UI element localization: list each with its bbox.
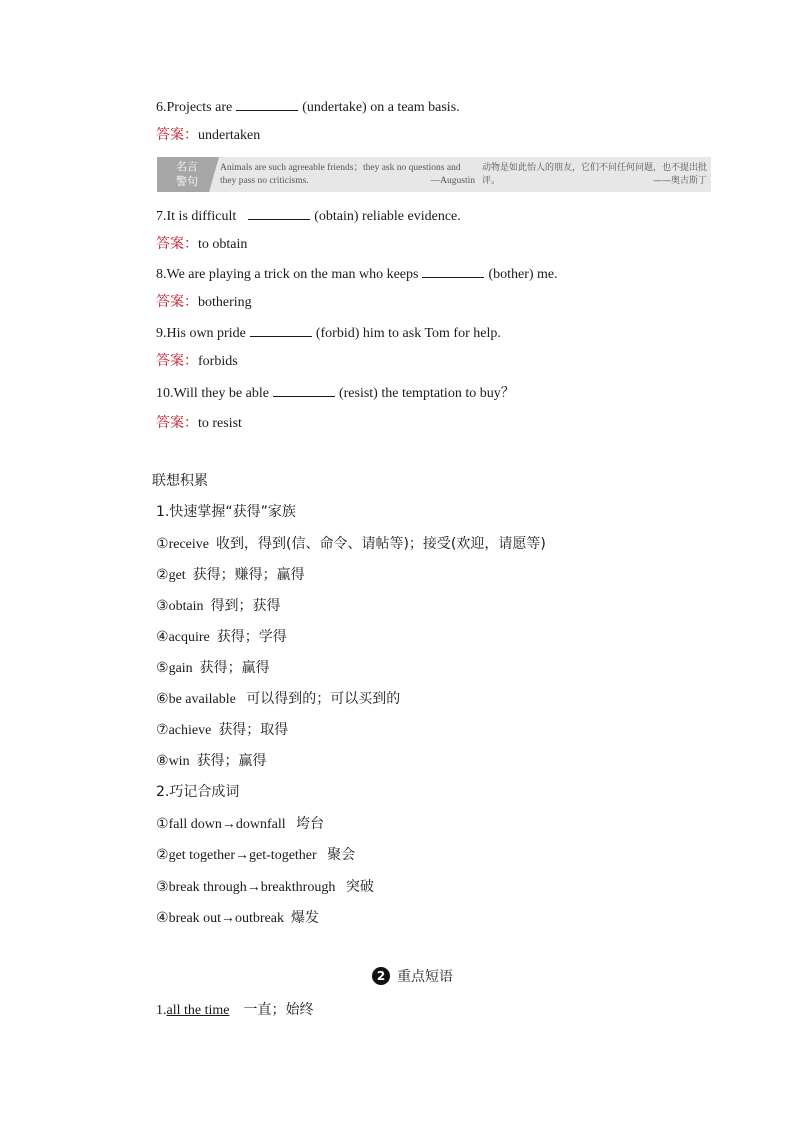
item-chinese: 爆发 — [291, 910, 320, 926]
item-number: ⑤ — [156, 661, 169, 676]
answer-label: 答案： — [156, 236, 198, 252]
group1-title: 1.快速掌握“获得”家族 — [156, 504, 296, 520]
answer-6 — [156, 126, 260, 145]
group1-item — [156, 659, 270, 678]
exercise-text: (bother) me. — [488, 267, 558, 282]
item-chinese: 获得；赚得；赢得 — [192, 567, 305, 583]
item-number: ① — [156, 537, 169, 552]
item-english: be available — [168, 692, 236, 707]
quote-english-text: Animals are such agreeable friends；they ask no questions and they pass no criticisms. — [220, 163, 461, 186]
item-chinese: 收到，得到(信、命令、请帖等)；接受(欢迎，请愿等) — [215, 536, 546, 552]
phrase-english: all the time — [166, 1003, 230, 1018]
quote-tag — [171, 159, 203, 190]
section-title: 重点短语 — [397, 969, 453, 985]
answer-8 — [156, 293, 252, 312]
item-number: ⑥ — [156, 692, 169, 707]
quote-chinese-text: 动物是如此怡人的朋友，它们不问任何问题，也不提出批评。 — [482, 163, 708, 186]
item-number: ④ — [156, 630, 169, 645]
exercise-text: 10.Will they be able — [156, 386, 269, 401]
quote-tag-line2: 警句 — [176, 175, 198, 188]
phrase-number: 1. — [156, 1003, 167, 1018]
phrase-chinese: 一直；始终 — [243, 1002, 314, 1018]
item-chinese: 垮台 — [296, 816, 325, 832]
item-chinese: 聚会 — [327, 847, 356, 863]
answer-label: 答案： — [156, 353, 198, 369]
answer-text: forbids — [198, 354, 238, 369]
item-chinese: 获得；赢得 — [196, 753, 267, 769]
answer-9 — [156, 352, 238, 371]
answer-blank[interactable] — [273, 383, 335, 397]
item-english: win — [168, 754, 190, 769]
group1-item — [156, 752, 267, 771]
answer-text: to obtain — [198, 237, 248, 252]
item-chinese: 可以得到的；可以买到的 — [246, 691, 401, 707]
quote-english — [220, 162, 475, 188]
exercise-text: (undertake) on a team basis. — [302, 100, 460, 115]
answer-label: 答案： — [156, 127, 198, 143]
item-chinese: 获得；取得 — [218, 722, 289, 738]
item-number: ② — [156, 848, 169, 863]
exercise-text: (forbid) him to ask Tom for help. — [315, 326, 501, 341]
quote-tag-line1: 名言 — [176, 160, 198, 173]
item-english: gain — [168, 661, 193, 676]
exercise-text: 8.We are playing a trick on the man who keeps — [156, 267, 419, 282]
item-number: ⑧ — [156, 754, 169, 769]
quote-banner — [157, 157, 711, 192]
answer-blank[interactable] — [236, 97, 298, 111]
item-english: break through→breakthrough — [168, 880, 336, 895]
exercise-text: 9.His own pride — [156, 326, 246, 341]
exercise-text: (obtain) reliable evidence. — [314, 209, 461, 224]
answer-blank[interactable] — [422, 264, 484, 278]
answer-blank[interactable] — [248, 206, 310, 220]
item-english: get — [168, 568, 186, 583]
group1-item — [156, 690, 400, 709]
group2-item — [156, 815, 324, 834]
group1-item — [156, 566, 305, 585]
item-english: fall down→downfall — [168, 817, 286, 832]
assoc-heading: 联想积累 — [152, 473, 208, 489]
answer-label: 答案： — [156, 415, 198, 431]
group1-item — [156, 597, 281, 616]
quote-english-author: —Augustin — [430, 176, 475, 186]
item-english: obtain — [168, 599, 204, 614]
exercise-10 — [156, 383, 515, 403]
item-number: ③ — [156, 880, 169, 895]
item-english: acquire — [168, 630, 210, 645]
item-chinese: 获得；赢得 — [199, 660, 270, 676]
item-chinese: 突破 — [345, 879, 374, 895]
item-english: get together→get-together — [168, 848, 317, 863]
quote-chinese-author: ——奥古斯丁 — [652, 176, 707, 186]
section-number-badge: 2 — [372, 967, 390, 985]
answer-label: 答案： — [156, 294, 198, 310]
answer-text: bothering — [198, 295, 252, 310]
exercise-8 — [156, 264, 558, 284]
exercise-7 — [156, 206, 461, 226]
item-english: break out→outbreak — [168, 911, 285, 926]
item-number: ④ — [156, 911, 169, 926]
item-number: ⑦ — [156, 723, 169, 738]
exercise-9 — [156, 323, 501, 343]
answer-10 — [156, 414, 242, 433]
group2-title: 2.巧记合成词 — [156, 784, 240, 800]
exercise-text: (resist) the temptation to buy？ — [338, 386, 515, 401]
phrase-item — [156, 1001, 313, 1020]
answer-text: to resist — [198, 416, 242, 431]
group2-item — [156, 909, 319, 928]
item-english: achieve — [168, 723, 212, 738]
item-chinese: 获得；学得 — [216, 629, 287, 645]
group2-item — [156, 846, 355, 865]
item-chinese: 得到；获得 — [210, 598, 281, 614]
item-english: receive — [168, 537, 209, 552]
answer-7 — [156, 235, 247, 254]
item-number: ① — [156, 817, 169, 832]
group1-item — [156, 535, 546, 554]
group1-item — [156, 628, 287, 647]
group1-item — [156, 721, 288, 740]
answer-blank[interactable] — [250, 323, 312, 337]
group2-item — [156, 878, 374, 897]
exercise-text: 7.It is difficult — [156, 209, 237, 224]
answer-text: undertaken — [198, 128, 261, 143]
exercise-6 — [156, 97, 460, 117]
quote-chinese — [482, 162, 707, 188]
item-number: ③ — [156, 599, 169, 614]
exercise-text: 6.Projects are — [156, 100, 233, 115]
item-number: ② — [156, 568, 169, 583]
